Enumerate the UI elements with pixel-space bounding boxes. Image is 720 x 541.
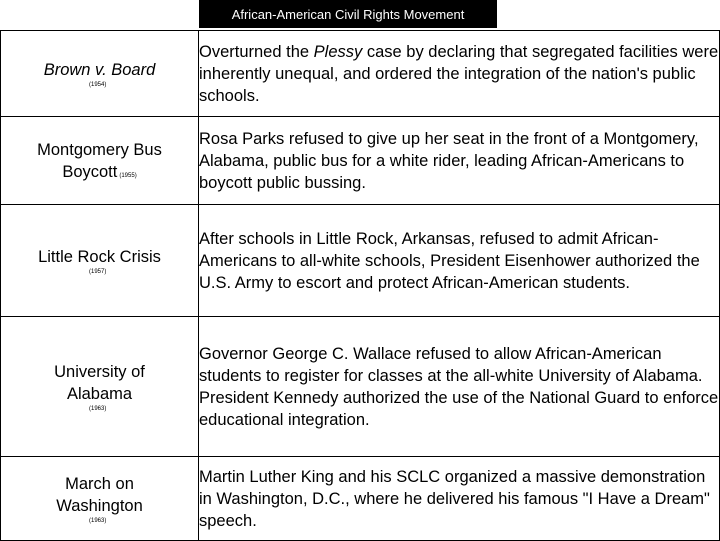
events-table (0, 30, 720, 541)
event-year: (1957) (89, 268, 107, 275)
table-row (1, 317, 720, 457)
description-cell (199, 31, 720, 117)
event-name: Little Rock Crisis (38, 247, 161, 266)
description-text: Overturned the (199, 42, 314, 61)
description-cell (199, 457, 720, 541)
description-text: Governor George C. Wallace refused to allow African-American students to register for classes at the all-white University of Alabama. President Kennedy authorized the use of the National Guard to enforce educational integration. (199, 344, 719, 429)
event-cell (1, 457, 199, 541)
event-year: (1963) (89, 405, 107, 412)
description-cell (199, 205, 720, 317)
event-year: (1955) (119, 172, 137, 179)
description-cell (199, 317, 720, 457)
description-emphasis: Plessy (313, 42, 363, 61)
description-text: After schools in Little Rock, Arkansas, refused to admit African-Americans to all-white schools, President Eisenhower authorized the U.S. Army to escort and protect African-American students. (199, 229, 700, 292)
event-name: March on Washington (56, 474, 143, 515)
description-text: case by declaring that segregated facilities were inherently unequal, and ordered the integration of the nation's public schools. (199, 42, 719, 105)
table-title: African-American Civil Rights Movement (199, 0, 497, 28)
table-row (1, 31, 720, 117)
description-text: Martin Luther King and his SCLC organized a massive demonstration in Washington, D.C., where he delivered his famous "I Have a Dream" speech. (199, 467, 710, 530)
table-row (1, 117, 720, 205)
event-year: (1954) (89, 81, 107, 88)
event-name: University of Alabama (54, 362, 145, 403)
description-text: Rosa Parks refused to give up her seat in the front of a Montgomery, Alabama, public bus for a white rider, leading African-Americans to boycott public bussing. (199, 129, 699, 192)
table-row (1, 457, 720, 541)
event-cell (1, 205, 199, 317)
description-cell (199, 117, 720, 205)
event-cell (1, 31, 199, 117)
event-year: (1963) (89, 517, 107, 524)
event-name: Brown v. Board (43, 60, 156, 79)
event-cell (1, 317, 199, 457)
event-cell (1, 117, 199, 205)
event-name: Montgomery Bus Boycott (37, 140, 162, 181)
table-row (1, 205, 720, 317)
